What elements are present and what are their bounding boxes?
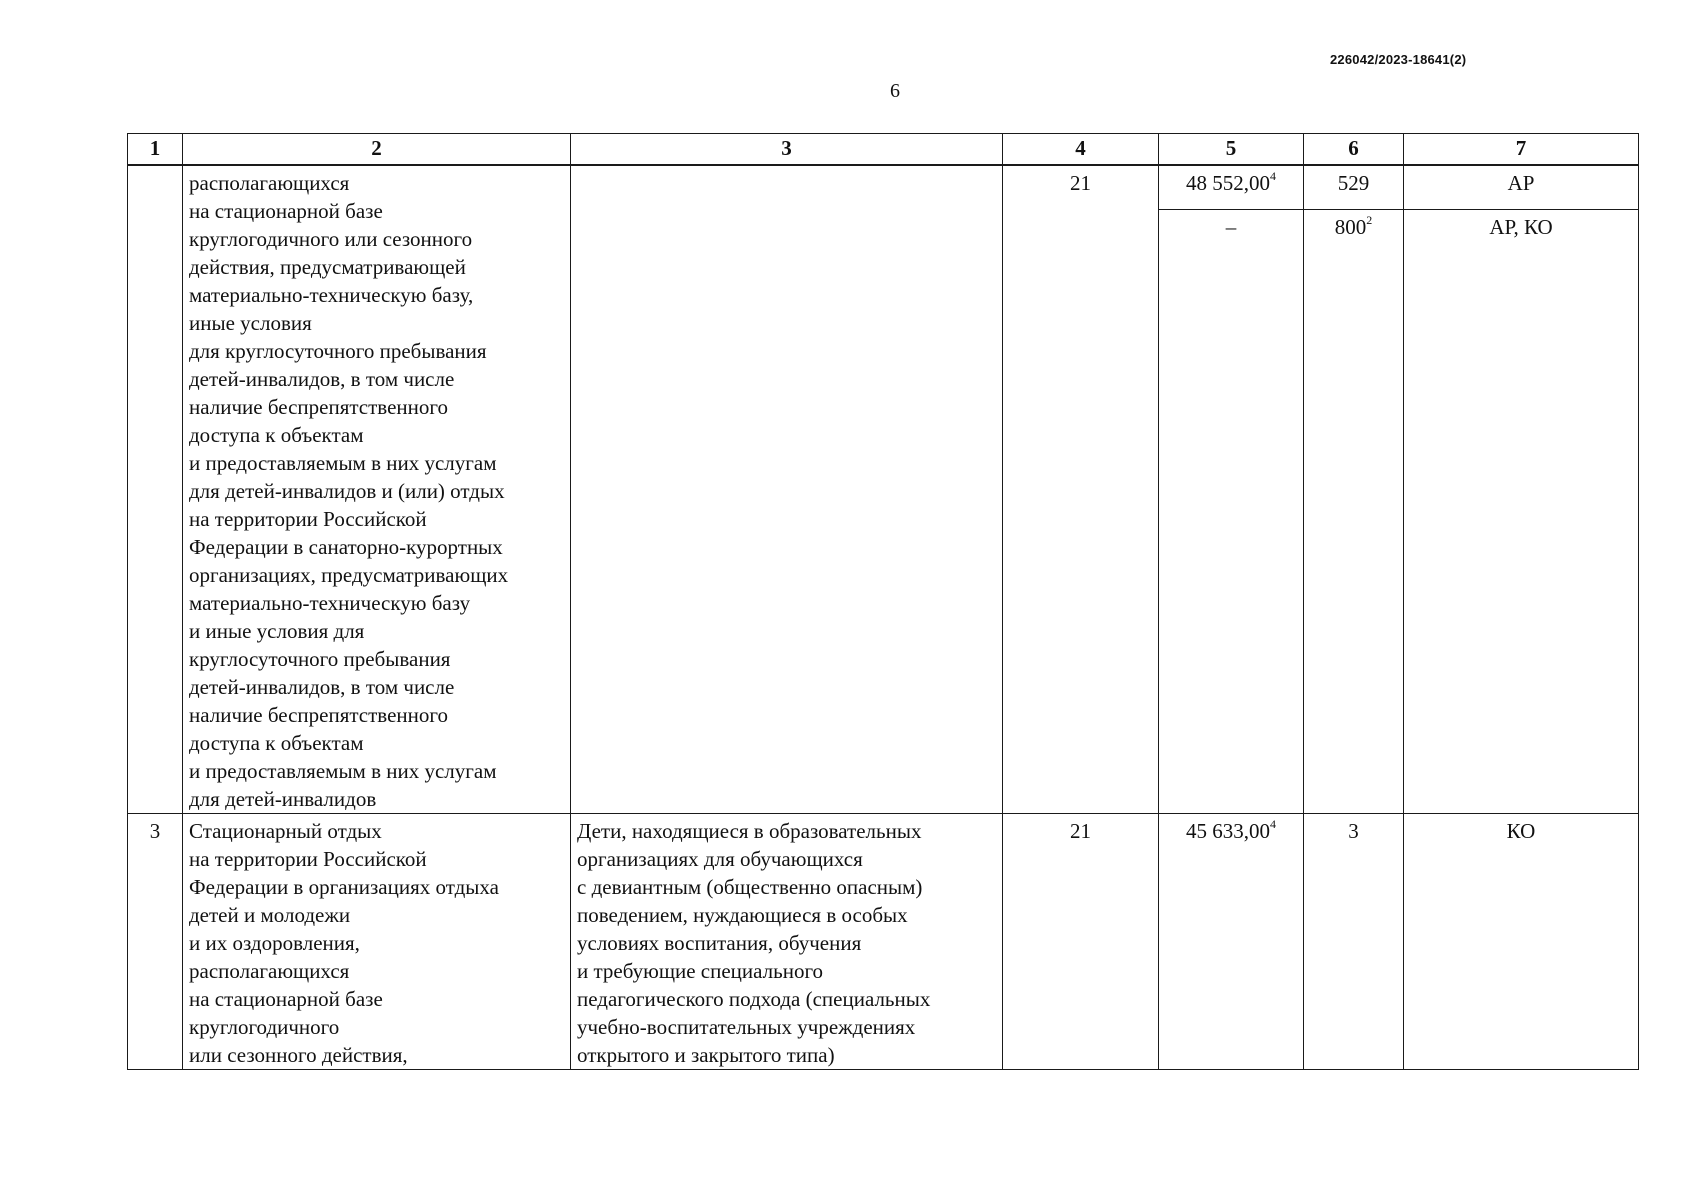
table-row (128, 814, 1639, 1070)
cell-cost: 48 552,00$^4$ (1159, 165, 1304, 209)
cell-quantity: 3 (1304, 814, 1404, 1070)
cell-service-description: Стационарный отдых на территории Российской Федерации в организациях отдыха детей и молодежи и их оздоровления, располагающихся на стационарной базе круглогодичного или сезонного действия, (183, 814, 571, 1070)
cell-cost: – (1159, 209, 1304, 813)
column-header: 4 (1003, 134, 1159, 166)
cell-source: АР (1404, 165, 1639, 209)
data-table (127, 133, 1639, 1070)
document-number: 226042/2023-18641(2) (1330, 52, 1467, 67)
page-number: 6 (890, 80, 900, 102)
cell-category: Дети, находящиеся в образовательных организациях для обучающихся с девиантным (общественно опасным) поведением, нуждающиеся в особых условиях воспитания, обучения и требующие специального педагогического подхода (специальных учебно-воспитательных учреждениях открытого и закрытого типа) (571, 814, 1003, 1070)
cell-quantity: $800^2$ (1304, 209, 1404, 813)
cell-number: 3 (128, 814, 183, 1070)
cell-source: АР, КО (1404, 209, 1639, 813)
column-header: 1 (128, 134, 183, 166)
table-header-row (128, 134, 1639, 166)
cell-category (571, 165, 1003, 814)
cell-quantity: 529 (1304, 165, 1404, 209)
column-header: 2 (183, 134, 571, 166)
cell-number (128, 165, 183, 814)
cell-cost: 45 633,00$^4$ (1159, 814, 1304, 1070)
column-header: 7 (1404, 134, 1639, 166)
column-header: 6 (1304, 134, 1404, 166)
cell-source: КО (1404, 814, 1639, 1070)
cell-service-description: располагающихся на стационарной базе круглогодичного или сезонного действия, предусматривающей материально-техническую базу, иные условия для круглосуточного пребывания детей-инвалидов, в том числе наличие беспрепятственного доступа к объектам и предоставляемым в них услугам для детей-инвалидов и (или) отдых на территории Российской Федерации в санаторно-курортных организациях, предусматривающих материально-техническую базу и иные условия для круглосуточного пребывания детей-инвалидов, в том числе наличие беспрепятственного доступа к объектам и предоставляемым в них услугам для детей-инвалидов (183, 165, 571, 814)
cell-duration: 21 (1003, 814, 1159, 1070)
cell-duration: 21 (1003, 165, 1159, 814)
column-header: 5 (1159, 134, 1304, 166)
table-row (128, 165, 1639, 209)
column-header: 3 (571, 134, 1003, 166)
